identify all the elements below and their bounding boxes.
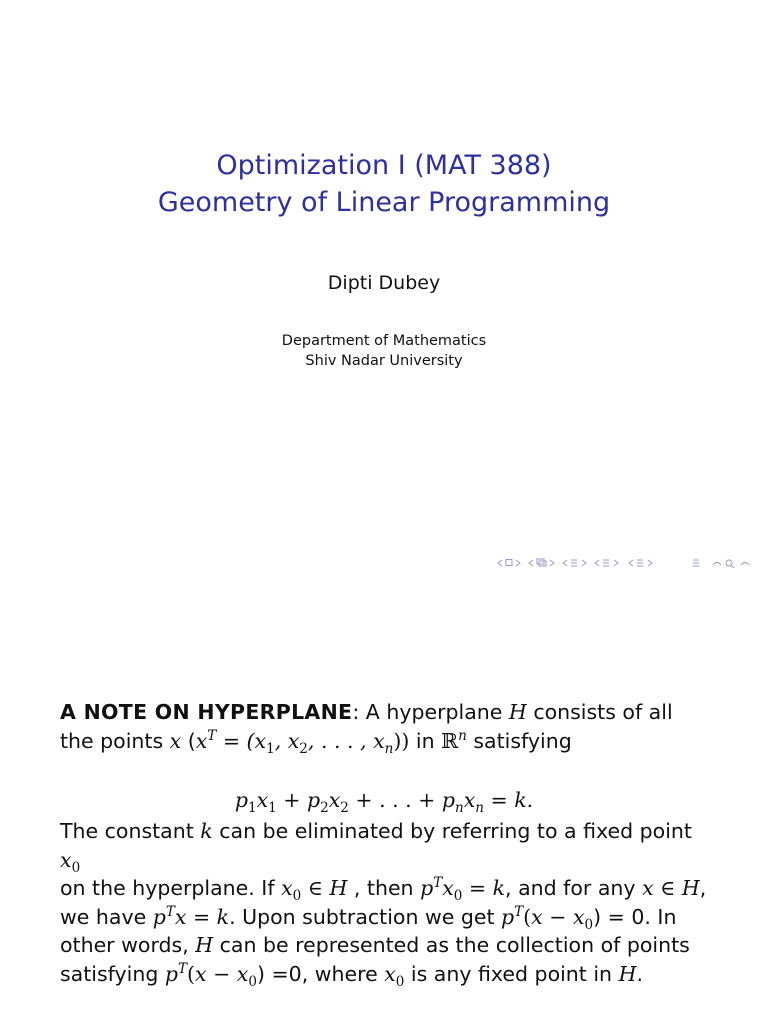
math-paren: )) [393,728,410,753]
math-x: x [169,728,182,753]
math-subscript: 0 [584,916,594,933]
math-p: p [501,904,515,929]
math-transpose: T [514,903,524,920]
math-p: p [306,788,321,812]
note-heading: A NOTE ON HYPERPLANE [60,700,353,724]
slide-title-line2: Geometry of Linear Programming [157,187,611,218]
math-subscript: 0 [248,973,257,990]
math-p: p [441,788,455,812]
beamer-navigation-bar [497,556,759,570]
math-x: x [442,876,454,900]
math-vector: , x [274,728,300,753]
math-subscript: n [455,800,464,817]
math-subscript: 0 [395,973,405,990]
math-subscript: 2 [299,740,308,757]
math-subscript: 2 [340,800,349,817]
math-H: H [329,876,348,900]
math-subscript: n [384,740,394,757]
text: the points [60,728,170,753]
nav-section-prev-icon [563,560,567,566]
nav-subsection-next-icon [550,560,554,566]
nav-frame-prev-icon [498,560,502,566]
math-subscript: 2 [320,800,329,817]
nav-appendix-next-icon [648,560,652,566]
math-H: H [681,876,700,900]
math-op: − [206,961,237,986]
math-p: p [164,961,178,986]
nav-appendix-icon [637,560,643,566]
math-vector: , . . . , x [307,728,385,753]
math-paren: ( [523,904,532,929]
math-op: = [462,876,493,900]
text: we have [60,904,153,929]
nav-forward-icon [741,563,749,566]
math-transpose: T [178,960,188,977]
text: can be eliminated by referring to a fixed point [212,819,692,843]
hyperplane-equation [0,786,768,817]
nav-subsection-prev-icon [529,560,533,566]
text: , then [347,876,421,900]
math-x: x [195,961,207,986]
math-p: p [234,788,248,812]
math-op: + . . . + [348,788,442,812]
math-transpose: T [433,875,443,892]
math-k: k [492,876,506,900]
math-subscript: 0 [292,888,302,905]
math-transpose: T [165,903,175,920]
nav-document-icon [603,560,609,566]
math-H: H [195,933,214,957]
nav-appendix-prev-icon [629,560,633,566]
text: : A hyperplane [352,700,509,724]
math-p: p [152,904,166,929]
text: . [636,961,643,986]
math-k: k [200,819,213,843]
nav-frame-icon [506,560,512,566]
math-subscript: 1 [247,800,257,817]
university-name: Shiv Nadar University [305,353,463,369]
math-x: x [174,904,187,929]
math-x: x [195,728,208,753]
math-transpose: T [207,727,217,744]
math-x: x [384,961,396,986]
text: , [699,876,707,900]
math-op: ∈ [653,876,682,900]
text: ( [181,728,196,753]
text: satisfying [60,961,165,986]
nav-section-next-icon [582,560,586,566]
text: ) = 0. In [593,904,677,929]
text: ) =0, where [256,961,385,986]
math-H: H [508,700,527,724]
math-x: x [642,876,654,900]
nav-section-icon [571,560,577,566]
math-paren: ( [187,961,196,986]
math-x: x [572,904,585,929]
slide-title-line1: Optimization I (MAT 388) [216,150,552,181]
math-H: H [618,961,637,986]
text: satisfying [466,728,572,753]
navigation-symbols [497,556,759,570]
math-p: p [420,876,434,900]
nav-frame-next-icon [516,560,520,566]
math-rhs: = k. [484,788,534,812]
author-name: Dipti Dubey [327,272,441,294]
nav-align-icon [693,560,699,566]
math-vector: = (x [216,728,267,753]
math-subscript: 0 [71,859,81,876]
math-subscript: 1 [268,800,277,817]
hyperplane-definition [60,698,710,755]
math-x: x [236,961,249,986]
hyperplane-explanation [60,817,710,988]
math-subscript: n [475,800,484,817]
math-x: x [256,788,269,812]
text: consists of all [526,700,673,724]
department-name: Department of Mathematics [281,333,487,349]
math-reals: ℝ [441,728,459,753]
hyperplane-note-slide [0,690,768,990]
nav-back-icon [713,563,721,566]
math-x: x [531,904,543,929]
math-op: − [542,904,573,929]
text: is any fixed point in [404,961,619,986]
math-x: x [60,847,72,872]
math-x: x [328,788,341,812]
math-superscript: n [458,727,467,744]
text: The constant [60,819,201,843]
text: can be represented as the collection of points [213,933,690,957]
math-x: x [281,876,293,900]
nav-document-next-icon [614,560,618,566]
math-op: + [276,788,307,812]
math-op: = [186,904,217,929]
math-k: k [216,904,230,929]
math-subscript: 1 [266,740,275,757]
math-op: ∈ [301,876,330,900]
text: in [409,728,442,753]
text: on the hyperplane. If [60,876,282,900]
text: , and for any [505,876,643,900]
math-subscript: 0 [453,888,463,905]
text: other words, [60,933,196,957]
text: . Upon subtraction we get [229,904,502,929]
nav-document-prev-icon [595,560,599,566]
math-x: x [463,788,476,812]
